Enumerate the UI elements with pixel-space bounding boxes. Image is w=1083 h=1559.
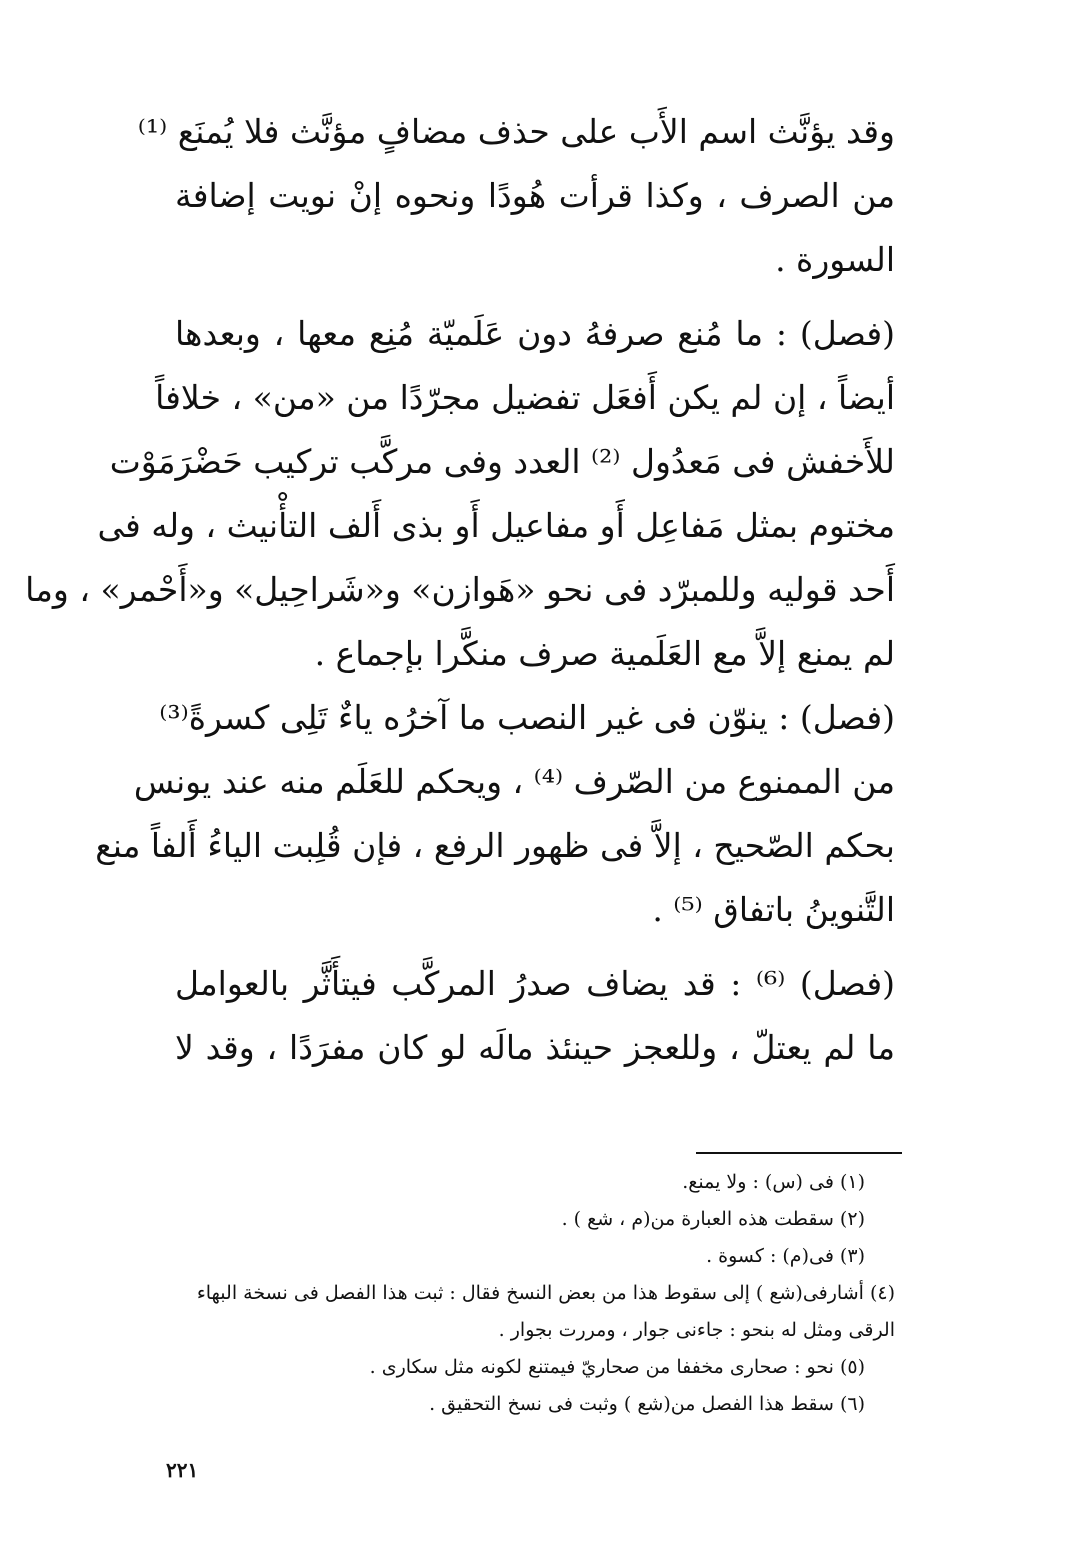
- footnote: (٦) سقط هذا الفصل من(شع ) وثبت فى نسخ التحقيق .: [429, 1393, 865, 1415]
- text-line: (فصل) : ما مُنع صرفهُ دون عَلَميّة مُنِع معها ، وبعدها: [175, 314, 895, 353]
- paragraph-gap: [175, 942, 895, 952]
- text-line: أَحد قوليه وللمبرّد فى نحو «هَوازن» و«شَراحِيل» و«أَحْمر» ، وما: [25, 570, 895, 609]
- text-line: (فصل) : ينوّن فى غير النصب ما آخرُه ياءٌ تَلِى كسرةً⁽³⁾: [159, 698, 895, 737]
- text-line: مختوم بمثل مَفاعِل أَو مفاعيل أَو بذى أَلف التأْنيث ، وله فى: [97, 506, 895, 545]
- text-line: للأَخفش فى مَعدُول ⁽²⁾ العدد وفى مركَّب تركيب حَضْرَمَوْت: [109, 442, 895, 481]
- text-line: (فصل) ⁽⁶⁾ : قد يضاف صدرُ المركَّب فيتأَثَّر بالعوامل: [175, 964, 896, 1003]
- page-number: ٢٢١: [166, 1458, 199, 1482]
- paragraph-gap: [175, 292, 895, 302]
- text-line: السورة .: [775, 240, 895, 279]
- footnote-continuation: الرقى ومثل له بنحو : جاءنى جوار ، ومررت بجوار .: [498, 1319, 895, 1341]
- text-line: لم يمنع إلاَّ مع العَلَمية صرف منكَّرا بإجماع .: [314, 634, 895, 673]
- footnotes: [165, 1164, 895, 1423]
- text-line: بحكم الصّحيح ، إلاَّ فى ظهور الرفع ، فإن قُلِبت الياءُ أَلفاً منع: [95, 826, 895, 865]
- text-line: من الممنوع من الصّرف ⁽⁴⁾ ، ويحكم للعَلَم منه عند يونس: [133, 762, 895, 801]
- footnote-separator: [696, 1152, 902, 1154]
- main-text: [25, 100, 896, 1080]
- footnote: (٥) نحو : صحارى مخففا من صحاريّ فيمتنع لكونه مثل سكارى .: [369, 1356, 865, 1378]
- text-line: التَّنوينُ باتفاق ⁽⁵⁾ .: [652, 890, 895, 929]
- text-line: من الصرف ، وكذا قرأت هُودًا ونحوه إنْ نويت إضافة: [175, 176, 895, 215]
- footnote: (١) فى (س) : ولا يمنع.: [682, 1171, 865, 1193]
- text-line: ما لم يعتلّ ، وللعجز حينئذ مالَه لو كان مفرَدًا ، وقد لا: [175, 1028, 895, 1067]
- footnote: (٢) سقطت هذه العبارة من(م ، شع ) .: [561, 1208, 865, 1230]
- text-line: وقد يؤنَّث اسم الأَب على حذف مضافٍ مؤنَّث فلا يُمنَع ⁽¹⁾: [137, 112, 895, 151]
- text-line: أيضاً ، إن لم يكن أَفعَل تفضيل مجرّدًا من «من» ، خلافاً: [155, 378, 895, 417]
- footnote: (٣) فى(م) : كسوة .: [706, 1245, 865, 1267]
- footnote: (٤) أشارفى(شع ) إلى سقوط هذا من بعض النسخ فقال : ثبت هذا الفصل فى نسخة البهاء: [196, 1282, 895, 1304]
